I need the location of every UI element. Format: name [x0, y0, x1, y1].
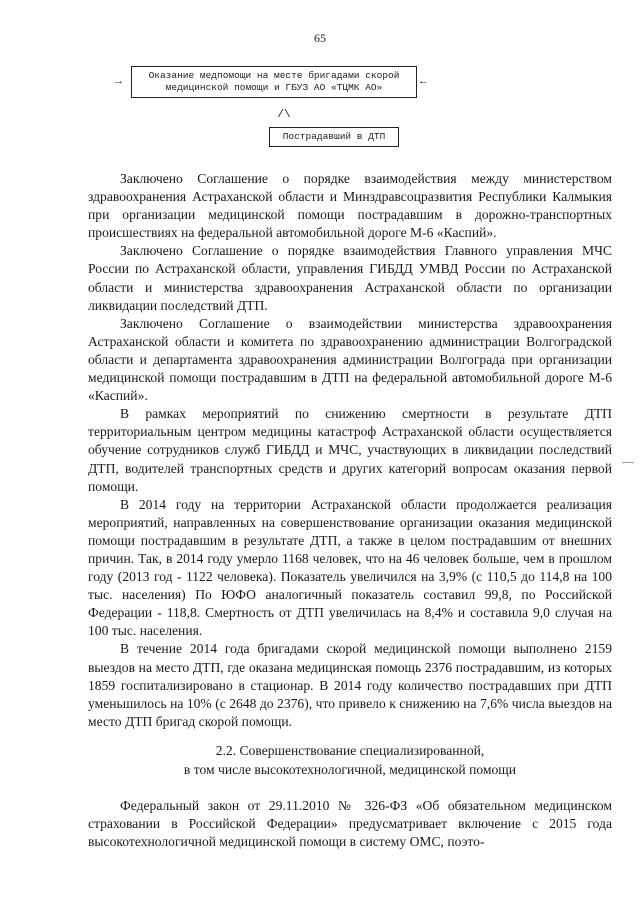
section-heading-line-1: 2.2. Совершенствование специализированной, [215, 743, 485, 758]
paragraph: Федеральный закон от 29.11.2010 № 326-ФЗ «Об обязательном медицинском страховании в Российской Федерации» предусматривает включение с 2015 года высокотехнологичной медицинской помощи в систему ОМС, поэто- [88, 798, 612, 850]
arrow-right-icon: → [115, 76, 122, 88]
paragraph: Заключено Соглашение о взаимодействии министерства здравоохранения Астраханской области и комитета по здравоохранению администрации Волгоградской области и департамента здравоохранения администрации Волгограда при организации медицинской помощи пострадавшим в ДТП на федеральной автомобильной дороге М-6 «Каспий». [88, 315, 612, 404]
margin-mark [622, 462, 634, 463]
diagram-top-box [131, 66, 417, 98]
paragraph: В рамках мероприятий по снижению смертности в результате ДТП территориальным центром медицины катастроф Астраханской области осуществляется обучение сотрудников служб ГИБДД и МЧС, участвующих в ликвидации последствий ДТП, водителей транспортных средств и других категорий вопросам оказания первой помощи. [88, 406, 612, 494]
paragraph: В 2014 году на территории Астраханской области продолжается реализация мероприятий, направленных на совершенствование организации оказания медицинской помощи пострадавшим в результате ДТП, а также в целом пострадавшим от внешних причин. Так, в 2014 году умерло 1168 человек, что на 46 человек больше, чем в прошлом году (2013 год - 1122 человека). Показатель увеличился на 3,9% (с 110,5 до 114,8 на 100 тыс. населения) По ЮФО аналогичный показатель составил 99,8, по Российской Федерации - 118,8. Смертность от ДТП увеличилась на 8,4% и составила 9,0 случая на 100 тыс. населения. [88, 496, 612, 639]
page-number: 65 [314, 31, 326, 45]
paragraph: В течение 2014 года бригадами скорой медицинской помощи выполнено 2159 выездов на место ДТП, где оказана медицинская помощь 2376 пострадавшим, из которых 1859 госпитализировано в стационар. В 2014 году количество пострадавших при ДТП уменьшилось на 10% (с 2648 до 2376), что привело к снижению на 7,6% числа выездов на место ДТП бригад скорой помощи. [88, 641, 612, 729]
diagram-top-box-line-2: медицинской помощи и ГБУЗ АО «ТЦМК АО» [165, 82, 383, 93]
diagram-top-box-line-1: Оказание медпомощи на месте бригадами скорой [148, 70, 400, 81]
section-heading-line-2: в том числе высокотехнологичной, медицинской помощи [183, 761, 517, 777]
arrow-up-icon: /\ [277, 109, 291, 121]
diagram-bottom-box: Пострадавший в ДТП [269, 127, 399, 147]
arrow-left-icon: ← [420, 76, 427, 88]
body-text-continued [88, 797, 612, 851]
paragraph: Заключено Соглашение о порядке взаимодействия Главного управления МЧС России по Астраханской области, управления ГИБДД УМВД России по Астраханской области и министерства здравоохранения Астраханской области по организации ликвидации последствий ДТП. [88, 243, 612, 313]
body-text [88, 170, 612, 731]
section-heading [88, 742, 612, 779]
paragraph: Заключено Соглашение о порядке взаимодействия между министерством здравоохранения Астраханской области и Минздравсоцразвития Республики Калмыкия при организации медицинской помощи пострадавшим в дорожно-транспортных происшествиях на федеральной автомобильной дороге М-6 «Каспий». [88, 171, 612, 241]
